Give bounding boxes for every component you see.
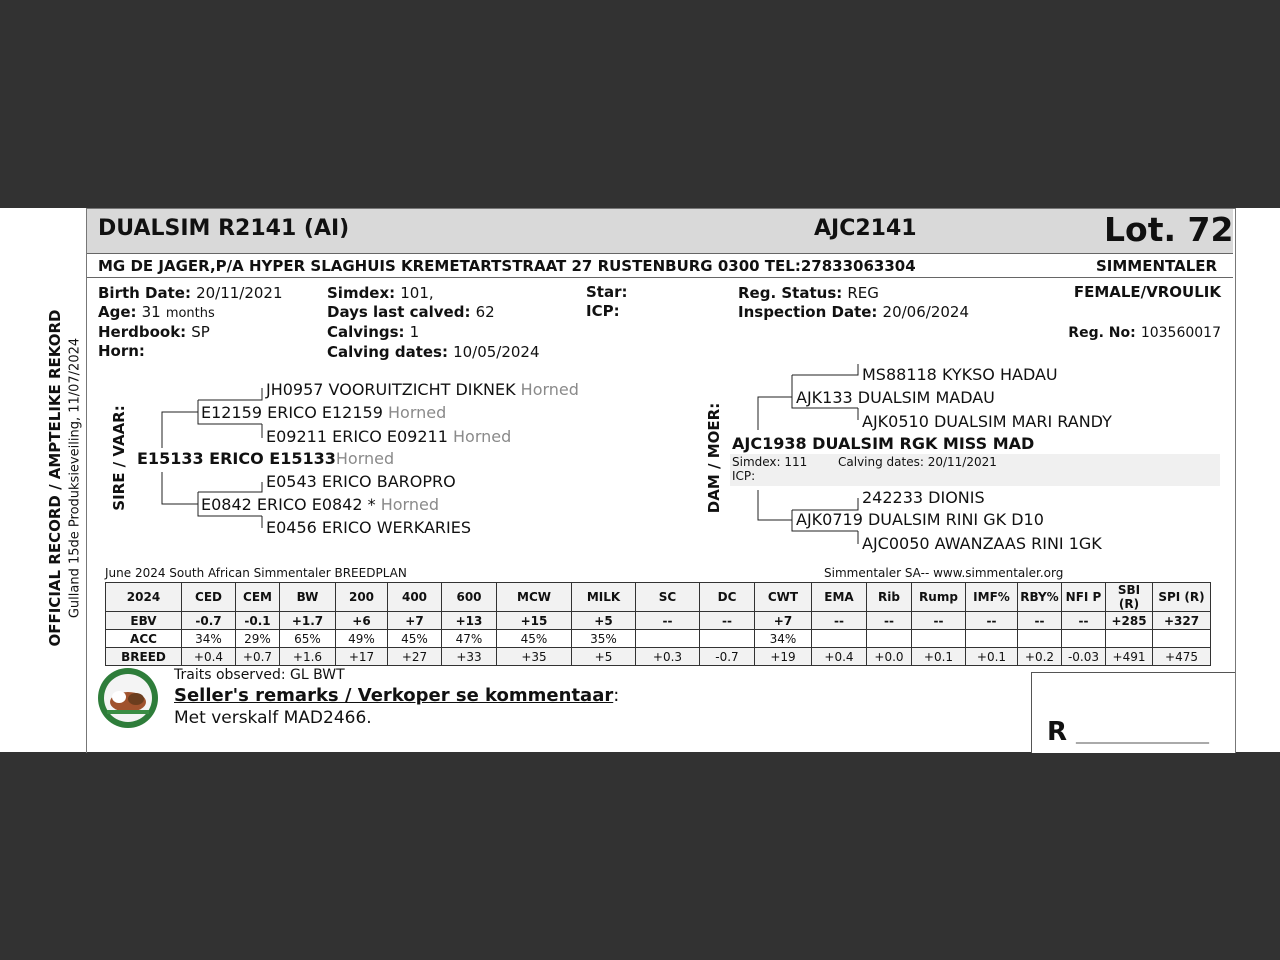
owner-line: MG DE JAGER,P/A HYPER SLAGHUIS KREMETARTSTRAAT 27 RUSTENBURG 0300 TEL:27833063304 <box>98 257 916 275</box>
dam-calving-dates: Calving dates: 20/11/2021 <box>838 455 997 469</box>
sex: FEMALE/VROULIK <box>1073 283 1221 301</box>
reg-status: Reg. Status: REG <box>738 284 879 302</box>
ebv-cell: +475 <box>1153 648 1211 666</box>
dam-bottom-parent: AJK0719 DUALSIM RINI GK D10 <box>796 510 1044 529</box>
ebv-cell: 45% <box>388 630 442 648</box>
ebv-cell: NFI P <box>1062 583 1106 612</box>
ebv-cell: MCW <box>497 583 572 612</box>
ebv-cell: +1.7 <box>280 612 336 630</box>
ebv-cell <box>966 630 1018 648</box>
ebv-cell: +0.4 <box>182 648 236 666</box>
animal-name: DUALSIM R2141 (AI) <box>98 216 350 241</box>
ebv-cell: +13 <box>442 612 497 630</box>
ebv-cell: +17 <box>336 648 388 666</box>
remarks-heading: Seller's remarks / Verkoper se kommentaar: <box>174 685 620 706</box>
ebv-cell: +0.0 <box>867 648 912 666</box>
simmentaler-logo <box>97 667 159 729</box>
ebv-values-row <box>106 612 1211 630</box>
ebv-cell: +491 <box>1106 648 1153 666</box>
ebv-cell: SBI (R) <box>1106 583 1153 612</box>
ebv-cell: +7 <box>388 612 442 630</box>
ebv-cell: EMA <box>812 583 867 612</box>
ebv-cell <box>1018 630 1062 648</box>
dam-top-grandparent-1: MS88118 KYKSO HADAU <box>862 365 1058 384</box>
ebv-cell: BW <box>280 583 336 612</box>
breedplan-title: June 2024 South African Simmentaler BREEDPLAN <box>105 566 407 580</box>
ebv-cell: 600 <box>442 583 497 612</box>
ebv-cell: Rib <box>867 583 912 612</box>
ebv-cell: +35 <box>497 648 572 666</box>
sire-top-grandparent-2: E09211 ERICO E09211 Horned <box>266 427 512 446</box>
ebv-cell: 34% <box>755 630 812 648</box>
ebv-cell: -- <box>700 612 755 630</box>
ebv-cell <box>867 630 912 648</box>
remarks-text: Met verskalf MAD2466. <box>174 708 372 728</box>
price-currency: R <box>1047 717 1068 747</box>
ebv-cell: IMF% <box>966 583 1018 612</box>
ebv-cell: -0.03 <box>1062 648 1106 666</box>
ebv-breed-average-row <box>106 648 1211 666</box>
ebv-cell: -- <box>966 612 1018 630</box>
official-record-label: OFFICIAL RECORD / AMPTELIKE REKORD <box>46 309 64 647</box>
sale-name-label: Gulland 15de Produksieveiling, 11/07/2024 <box>67 337 83 619</box>
ebv-cell: +0.1 <box>966 648 1018 666</box>
ebv-cell: +27 <box>388 648 442 666</box>
ebv-cell: 400 <box>388 583 442 612</box>
ebv-cell: Rump <box>912 583 966 612</box>
ebv-cell: -0.7 <box>700 648 755 666</box>
ebv-cell <box>636 630 700 648</box>
ebv-cell: +7 <box>755 612 812 630</box>
ebv-cell: +285 <box>1106 612 1153 630</box>
ebv-cell: CED <box>182 583 236 612</box>
ebv-cell: +0.2 <box>1018 648 1062 666</box>
ebv-cell: -- <box>1018 612 1062 630</box>
ebv-cell: 200 <box>336 583 388 612</box>
horn-label: Horn: <box>98 342 145 360</box>
ebv-cell: -0.1 <box>236 612 280 630</box>
animal-id: AJC2141 <box>814 216 917 241</box>
traits-observed: Traits observed: GL BWT <box>174 667 345 683</box>
ebv-cell: +327 <box>1153 612 1211 630</box>
ebv-cell: DC <box>700 583 755 612</box>
dam-main: AJC1938 DUALSIM RGK MISS MAD <box>732 434 1035 453</box>
ebv-cell: SPI (R) <box>1153 583 1211 612</box>
ebv-cell: +5 <box>572 612 636 630</box>
breed-name: SIMMENTALER <box>1096 257 1218 275</box>
ebv-cell: 34% <box>182 630 236 648</box>
ebv-row-label: 2024 <box>106 583 182 612</box>
star-label: Star: <box>586 283 628 301</box>
reg-number: Reg. No: 103560017 <box>1068 325 1221 341</box>
calving-dates: Calving dates: 10/05/2024 <box>327 343 540 361</box>
ebv-cell <box>812 630 867 648</box>
ebv-row-label: ACC <box>106 630 182 648</box>
age: Age: 31 months <box>98 303 215 321</box>
ebv-row-label: EBV <box>106 612 182 630</box>
dam-label: DAM / MOER: <box>705 402 723 514</box>
ebv-cell: +0.3 <box>636 648 700 666</box>
ebv-cell: -- <box>912 612 966 630</box>
ebv-cell: 47% <box>442 630 497 648</box>
ebv-cell: 49% <box>336 630 388 648</box>
icp-label: ICP: <box>586 302 620 320</box>
birth-date: Birth Date: 20/11/2021 <box>98 284 283 302</box>
sire-bottom-grandparent-1: E0543 ERICO BAROPRO <box>266 472 456 491</box>
ebv-cell: +6 <box>336 612 388 630</box>
dam-top-parent: AJK133 DUALSIM MADAU <box>796 388 995 407</box>
ebv-cell: MILK <box>572 583 636 612</box>
dam-top-grandparent-2: AJK0510 DUALSIM MARI RANDY <box>862 412 1112 431</box>
ebv-cell: +19 <box>755 648 812 666</box>
ebv-cell: 45% <box>497 630 572 648</box>
ebv-cell: -- <box>636 612 700 630</box>
days-last-calved: Days last calved: 62 <box>327 303 495 321</box>
ebv-cell <box>1106 630 1153 648</box>
ebv-cell: -- <box>812 612 867 630</box>
price-line[interactable]: ___________________ <box>1076 728 1209 744</box>
ebv-cell: 35% <box>572 630 636 648</box>
dam-bottom-grandparent-1: 242233 DIONIS <box>862 488 985 507</box>
ebv-cell: -- <box>867 612 912 630</box>
ebv-cell: +33 <box>442 648 497 666</box>
sire-label: SIRE / VAAR: <box>110 405 128 511</box>
lot-number: Lot. 72 <box>1104 210 1234 249</box>
ebv-cell: CWT <box>755 583 812 612</box>
ebv-cell: +5 <box>572 648 636 666</box>
sire-top-parent: E12159 ERICO E12159 Horned <box>201 403 447 422</box>
ebv-cell: 65% <box>280 630 336 648</box>
dam-icp: ICP: <box>732 469 756 483</box>
ebv-cell: SC <box>636 583 700 612</box>
sire-main: E15133 ERICO E15133Horned <box>137 449 395 468</box>
ebv-cell <box>700 630 755 648</box>
sire-bottom-parent: E0842 ERICO E0842 * Horned <box>201 495 439 514</box>
ebv-cell: +1.6 <box>280 648 336 666</box>
ebv-cell <box>1062 630 1106 648</box>
ebv-cell: -0.7 <box>182 612 236 630</box>
ebv-cell: +0.7 <box>236 648 280 666</box>
ebv-cell: RBY% <box>1018 583 1062 612</box>
calvings: Calvings: 1 <box>327 323 420 341</box>
ebv-accuracy-row <box>106 630 1211 648</box>
ebv-cell: 29% <box>236 630 280 648</box>
herdbook: Herdbook: SP <box>98 323 210 341</box>
ebv-cell: CEM <box>236 583 280 612</box>
breedplan-source: Simmentaler SA-- www.simmentaler.org <box>824 566 1064 580</box>
ebv-table <box>105 582 1211 666</box>
ebv-cell: +0.4 <box>812 648 867 666</box>
sire-top-grandparent-1: JH0957 VOORUITZICHT DIKNEK Horned <box>266 380 579 399</box>
ebv-cell <box>1153 630 1211 648</box>
sire-bottom-grandparent-2: E0456 ERICO WERKARIES <box>266 518 472 537</box>
ebv-row-label: BREED <box>106 648 182 666</box>
dam-simdex: Simdex: 111 <box>732 455 808 469</box>
ebv-header-row <box>106 583 1211 612</box>
ebv-cell <box>912 630 966 648</box>
ebv-cell: +0.1 <box>912 648 966 666</box>
dam-bottom-grandparent-2: AJC0050 AWANZAAS RINI 1GK <box>862 534 1102 553</box>
simdex: Simdex: 101, <box>327 284 434 302</box>
ebv-cell: +15 <box>497 612 572 630</box>
ebv-cell: -- <box>1062 612 1106 630</box>
inspection-date: Inspection Date: 20/06/2024 <box>738 303 969 321</box>
